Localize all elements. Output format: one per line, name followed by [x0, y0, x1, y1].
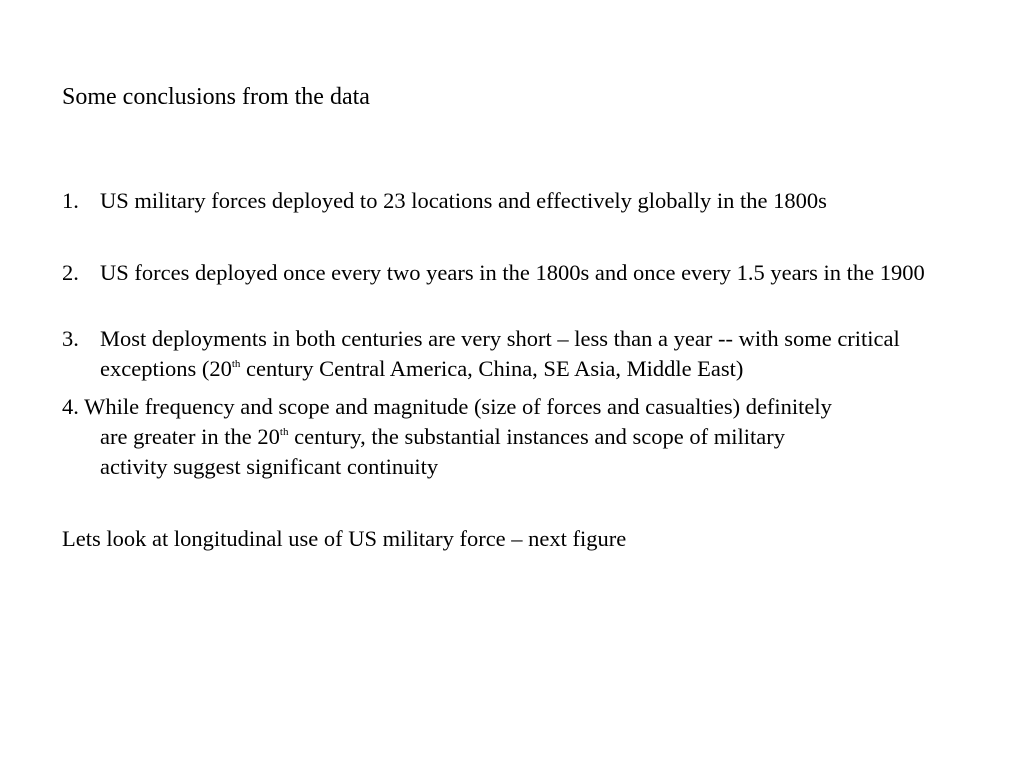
list-item-line: 4. While frequency and scope and magnitude (size of forces and casualties) definitely [62, 394, 832, 419]
list-item-number: 3. [62, 326, 79, 351]
list-item-text [62, 324, 962, 384]
list-item-2 [62, 258, 962, 288]
list-item-number: 1. [62, 188, 79, 213]
list-item-number: 2. [62, 260, 79, 285]
closing-text: Lets look at longitudinal use of US military force – next figure [62, 526, 627, 551]
list-item-1 [62, 186, 962, 216]
ordinal-superscript: th [231, 358, 241, 370]
list-item-text-part: Most deployments in both centuries are very short – less than a year -- with some critical exceptions (20 [100, 326, 900, 381]
list-item-text: US military forces deployed to 23 locations and effectively globally in the 1800s [100, 188, 827, 213]
list-item-line [62, 422, 962, 452]
list-item-4 [62, 392, 962, 482]
slide-title: Some conclusions from the data [62, 84, 370, 110]
list-item-text-part: century, the substantial instances and scope of military [288, 424, 785, 449]
ordinal-superscript: th [279, 426, 289, 438]
list-item-line: activity suggest significant continuity [100, 454, 439, 479]
list-item-3 [62, 324, 962, 384]
list-item-text-part: century Central America, China, SE Asia, Middle East) [240, 356, 744, 381]
list-item-text: US forces deployed once every two years in the 1800s and once every 1.5 years in the 1900 [100, 260, 925, 285]
list-item-text-part: are greater in the 20 [100, 424, 280, 449]
